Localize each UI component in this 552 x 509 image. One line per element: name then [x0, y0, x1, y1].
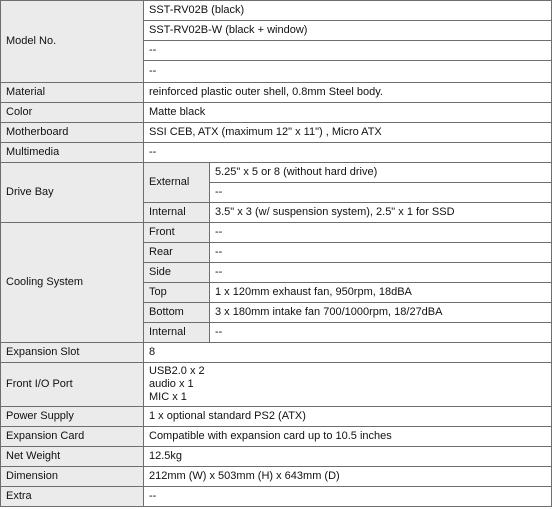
color-value: Matte black	[144, 103, 552, 123]
cooling-position-label: Bottom	[144, 303, 210, 323]
front-io-value	[144, 363, 552, 407]
expansion-card-label: Expansion Card	[1, 427, 144, 447]
model-value-2: SST-RV02B-W (black + window)	[144, 21, 552, 41]
spec-row-expansion-slot	[1, 343, 552, 363]
model-value-3: --	[144, 41, 552, 61]
motherboard-value: SSI CEB, ATX (maximum 12" x 11") , Micro ATX	[144, 123, 552, 143]
spec-row-material	[1, 83, 552, 103]
spec-row-model	[1, 1, 552, 21]
model-value-4: --	[144, 61, 552, 83]
spec-row-net-weight	[1, 447, 552, 467]
color-label: Color	[1, 103, 144, 123]
power-supply-value: 1 x optional standard PS2 (ATX)	[144, 407, 552, 427]
expansion-card-value: Compatible with expansion card up to 10.5 inches	[144, 427, 552, 447]
dimension-value: 212mm (W) x 503mm (H) x 643mm (D)	[144, 467, 552, 487]
cooling-position-label: Side	[144, 263, 210, 283]
drive-bay-external-label: External	[144, 163, 210, 203]
extra-label: Extra	[1, 487, 144, 507]
cooling-position-value: --	[210, 223, 552, 243]
spec-row-drive-bay	[1, 163, 552, 183]
expansion-slot-label: Expansion Slot	[1, 343, 144, 363]
material-label: Material	[1, 83, 144, 103]
spec-row-cooling-front	[1, 223, 552, 243]
cooling-position-label: Front	[144, 223, 210, 243]
cooling-position-value: 1 x 120mm exhaust fan, 950rpm, 18dBA	[210, 283, 552, 303]
spec-row-dimension	[1, 467, 552, 487]
multimedia-value: --	[144, 143, 552, 163]
cooling-position-value: --	[210, 263, 552, 283]
cooling-position-value: 3 x 180mm intake fan 700/1000rpm, 18/27dBA	[210, 303, 552, 323]
drive-bay-external-value-1: 5.25" x 5 or 8 (without hard drive)	[210, 163, 552, 183]
front-io-label: Front I/O Port	[1, 363, 144, 407]
front-io-line: USB2.0 x 2	[149, 365, 205, 377]
net-weight-label: Net Weight	[1, 447, 144, 467]
power-supply-label: Power Supply	[1, 407, 144, 427]
cooling-position-label: Rear	[144, 243, 210, 263]
cooling-position-label: Internal	[144, 323, 210, 343]
multimedia-label: Multimedia	[1, 143, 144, 163]
cooling-position-label: Top	[144, 283, 210, 303]
model-value-1: SST-RV02B (black)	[144, 1, 552, 21]
front-io-line: MIC x 1	[149, 391, 187, 403]
cooling-position-value: --	[210, 323, 552, 343]
spec-row-front-io	[1, 363, 552, 407]
spec-row-expansion-card	[1, 427, 552, 447]
cooling-label: Cooling System	[1, 223, 144, 343]
drive-bay-internal-label: Internal	[144, 203, 210, 223]
front-io-line: audio x 1	[149, 378, 194, 390]
dimension-label: Dimension	[1, 467, 144, 487]
drive-bay-external-value-2: --	[210, 183, 552, 203]
drive-bay-label: Drive Bay	[1, 163, 144, 223]
expansion-slot-value: 8	[144, 343, 552, 363]
spec-row-power-supply	[1, 407, 552, 427]
drive-bay-internal-value: 3.5" x 3 (w/ suspension system), 2.5" x 1 for SSD	[210, 203, 552, 223]
net-weight-value: 12.5kg	[144, 447, 552, 467]
extra-value: --	[144, 487, 552, 507]
material-value: reinforced plastic outer shell, 0.8mm Steel body.	[144, 83, 552, 103]
motherboard-label: Motherboard	[1, 123, 144, 143]
spec-row-color	[1, 103, 552, 123]
cooling-position-value: --	[210, 243, 552, 263]
spec-row-multimedia	[1, 143, 552, 163]
spec-row-motherboard	[1, 123, 552, 143]
spec-row-extra	[1, 487, 552, 507]
model-label: Model No.	[1, 1, 144, 83]
